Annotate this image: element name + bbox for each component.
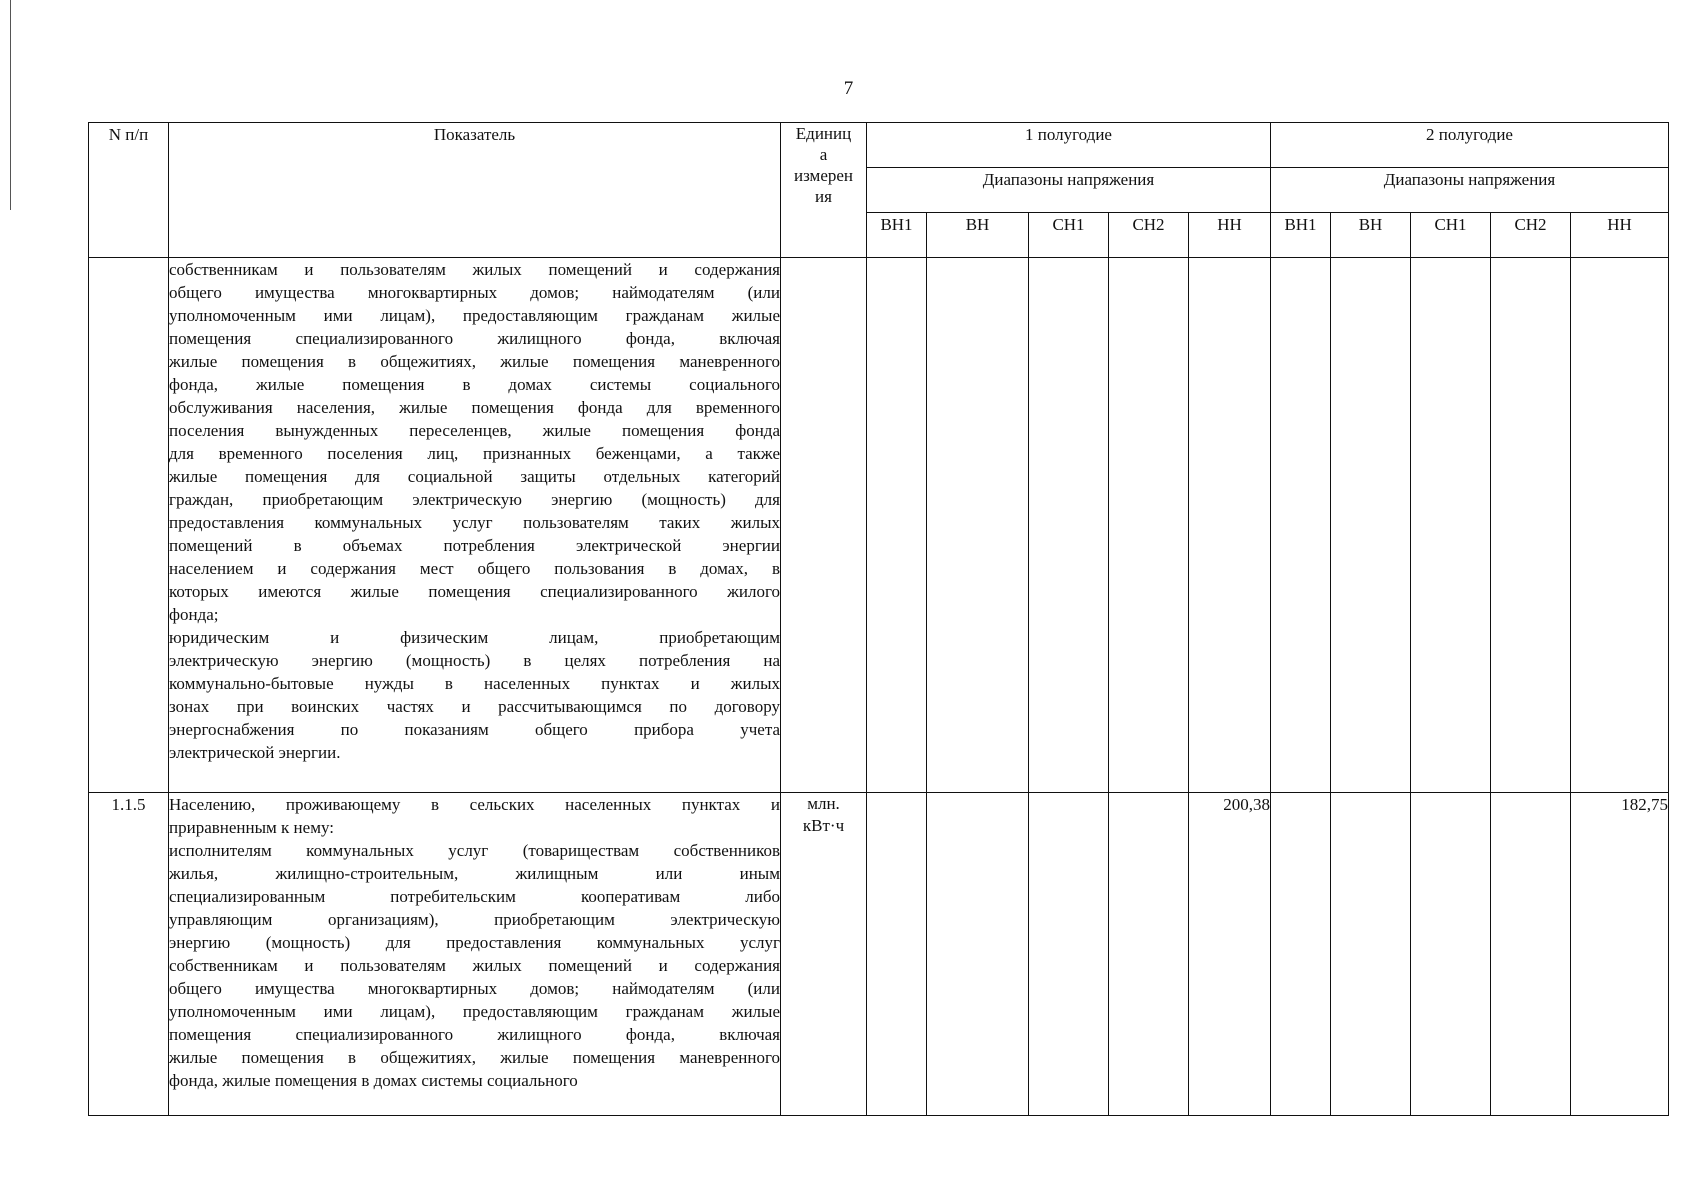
value-cell: 182,75 [1571,793,1669,1116]
header-indicator: Показатель [169,123,781,258]
description-line: фонда; [169,605,219,624]
description-line: электрической энергии. [169,743,341,762]
description-line: специализированным потребительским кооперативам либо [169,887,780,906]
value-cell [1571,258,1669,793]
description-line: жилья, жилищно-строительным, жилищным или иным [169,864,780,883]
value-cell [1109,258,1189,793]
description-line: жилые помещения для социальной защиты отдельных категорий [169,467,780,486]
voltage-header: СН2 [1491,213,1571,258]
description-line: помещения специализированного жилищного фонда, включая [169,329,780,348]
header-ranges-2: Диапазоны напряжения [1271,168,1669,213]
description-line: которых имеются жилые помещения специализированного жилого [169,582,780,601]
voltage-header: ВН [1331,213,1411,258]
header-number: N п/п [89,123,169,258]
description-line: жилые помещения в общежитиях, жилые помещения маневренного [169,1048,780,1067]
value-cell [1491,793,1571,1116]
description-line: населением и содержания мест общего пользования в домах, в [169,559,780,578]
scan-edge-line [10,0,11,210]
description-line: поселения вынужденных переселенцев, жилые помещения фонда [169,421,780,440]
value-cell [1271,258,1331,793]
value-cell [1331,793,1411,1116]
description-line: энергию (мощность) для предоставления коммунальных услуг [169,933,780,952]
value-cell [867,258,927,793]
voltage-header: СН1 [1411,213,1491,258]
row-description [169,793,781,1116]
header-half-1: 1 полугодие [867,123,1271,168]
description-line: обслуживания населения, жилые помещения фонда для временного [169,398,780,417]
row-number: 1.1.5 [89,793,169,1116]
description-line: фонда, жилые помещения в домах системы социального [169,1071,578,1090]
voltage-header: ВН1 [867,213,927,258]
value-cell [867,793,927,1116]
value-cell [1029,793,1109,1116]
description-line: предоставления коммунальных услуг пользователям таких жилых [169,513,780,532]
description-line: приравненным к нему: [169,818,334,837]
value-cell [1271,793,1331,1116]
description-line: исполнителям коммунальных услуг (товариществам собственников [169,841,780,860]
value-cell [1331,258,1411,793]
value-cell [1029,258,1109,793]
value-cell: 200,38 [1189,793,1271,1116]
value-cell [1189,258,1271,793]
description-line: юридическим и физическим лицам, приобретающим [169,628,780,647]
table-row [89,793,1669,1116]
voltage-header: ВН1 [1271,213,1331,258]
description-line: уполномоченным ими лицам), предоставляющим гражданам жилые [169,306,780,325]
description-line: электрическую энергию (мощность) в целях потребления на [169,651,780,670]
description-line: собственникам и пользователям жилых помещений и содержания [169,260,780,279]
row-unit [781,258,867,793]
header-unit [781,123,867,258]
row-description [169,258,781,793]
description-line: жилые помещения в общежитиях, жилые помещения маневренного [169,352,780,371]
row-unit-line: кВт·ч [802,816,845,835]
value-cell [1109,793,1189,1116]
voltage-header: СН1 [1029,213,1109,258]
description-line: управляющим организациям), приобретающим электрическую [169,910,780,929]
value-cell [1411,258,1491,793]
voltage-header: СН2 [1109,213,1189,258]
description-line: зонах при воинских частях и рассчитывающимся по договору [169,697,780,716]
description-line: общего имущества многоквартирных домов; наймодателям (или [169,979,780,998]
row-unit [781,793,867,1116]
voltage-header: ВН [927,213,1029,258]
value-cell [1491,258,1571,793]
description-line: граждан, приобретающим электрическую энергию (мощность) для [169,490,780,509]
header-unit-line: ия [815,187,832,206]
description-line: коммунально-бытовые нужды в населенных пунктах и жилых [169,674,780,693]
description-line: уполномоченным ими лицам), предоставляющим гражданам жилые [169,1002,780,1021]
description-line: для временного поселения лиц, признанных беженцами, а также [169,444,780,463]
header-ranges-1: Диапазоны напряжения [867,168,1271,213]
description-line: Населению, проживающему в сельских населенных пунктах и [169,795,780,814]
description-line: общего имущества многоквартирных домов; наймодателям (или [169,283,780,302]
row-number [89,258,169,793]
value-cell [927,793,1029,1116]
page-number: 7 [843,78,854,99]
description-line: помещения специализированного жилищного фонда, включая [169,1025,780,1044]
description-line: помещений в объемах потребления электрической энергии [169,536,780,555]
description-line: собственникам и пользователям жилых помещений и содержания [169,956,780,975]
row-unit-line: млн. [807,794,840,813]
header-unit-line: измерен [793,166,854,185]
table-row [89,258,1669,793]
value-cell [927,258,1029,793]
tariff-volume-table [88,122,1669,1116]
header-row-1 [89,123,1669,168]
description-line: энергоснабжения по показаниям общего прибора учета [169,720,780,739]
header-half-2: 2 полугодие [1271,123,1669,168]
header-unit-line: Единиц [795,124,852,143]
description-line: фонда, жилые помещения в домах системы социального [169,375,780,394]
voltage-header: НН [1571,213,1669,258]
voltage-header: НН [1189,213,1271,258]
value-cell [1411,793,1491,1116]
header-unit-line: а [819,145,828,164]
